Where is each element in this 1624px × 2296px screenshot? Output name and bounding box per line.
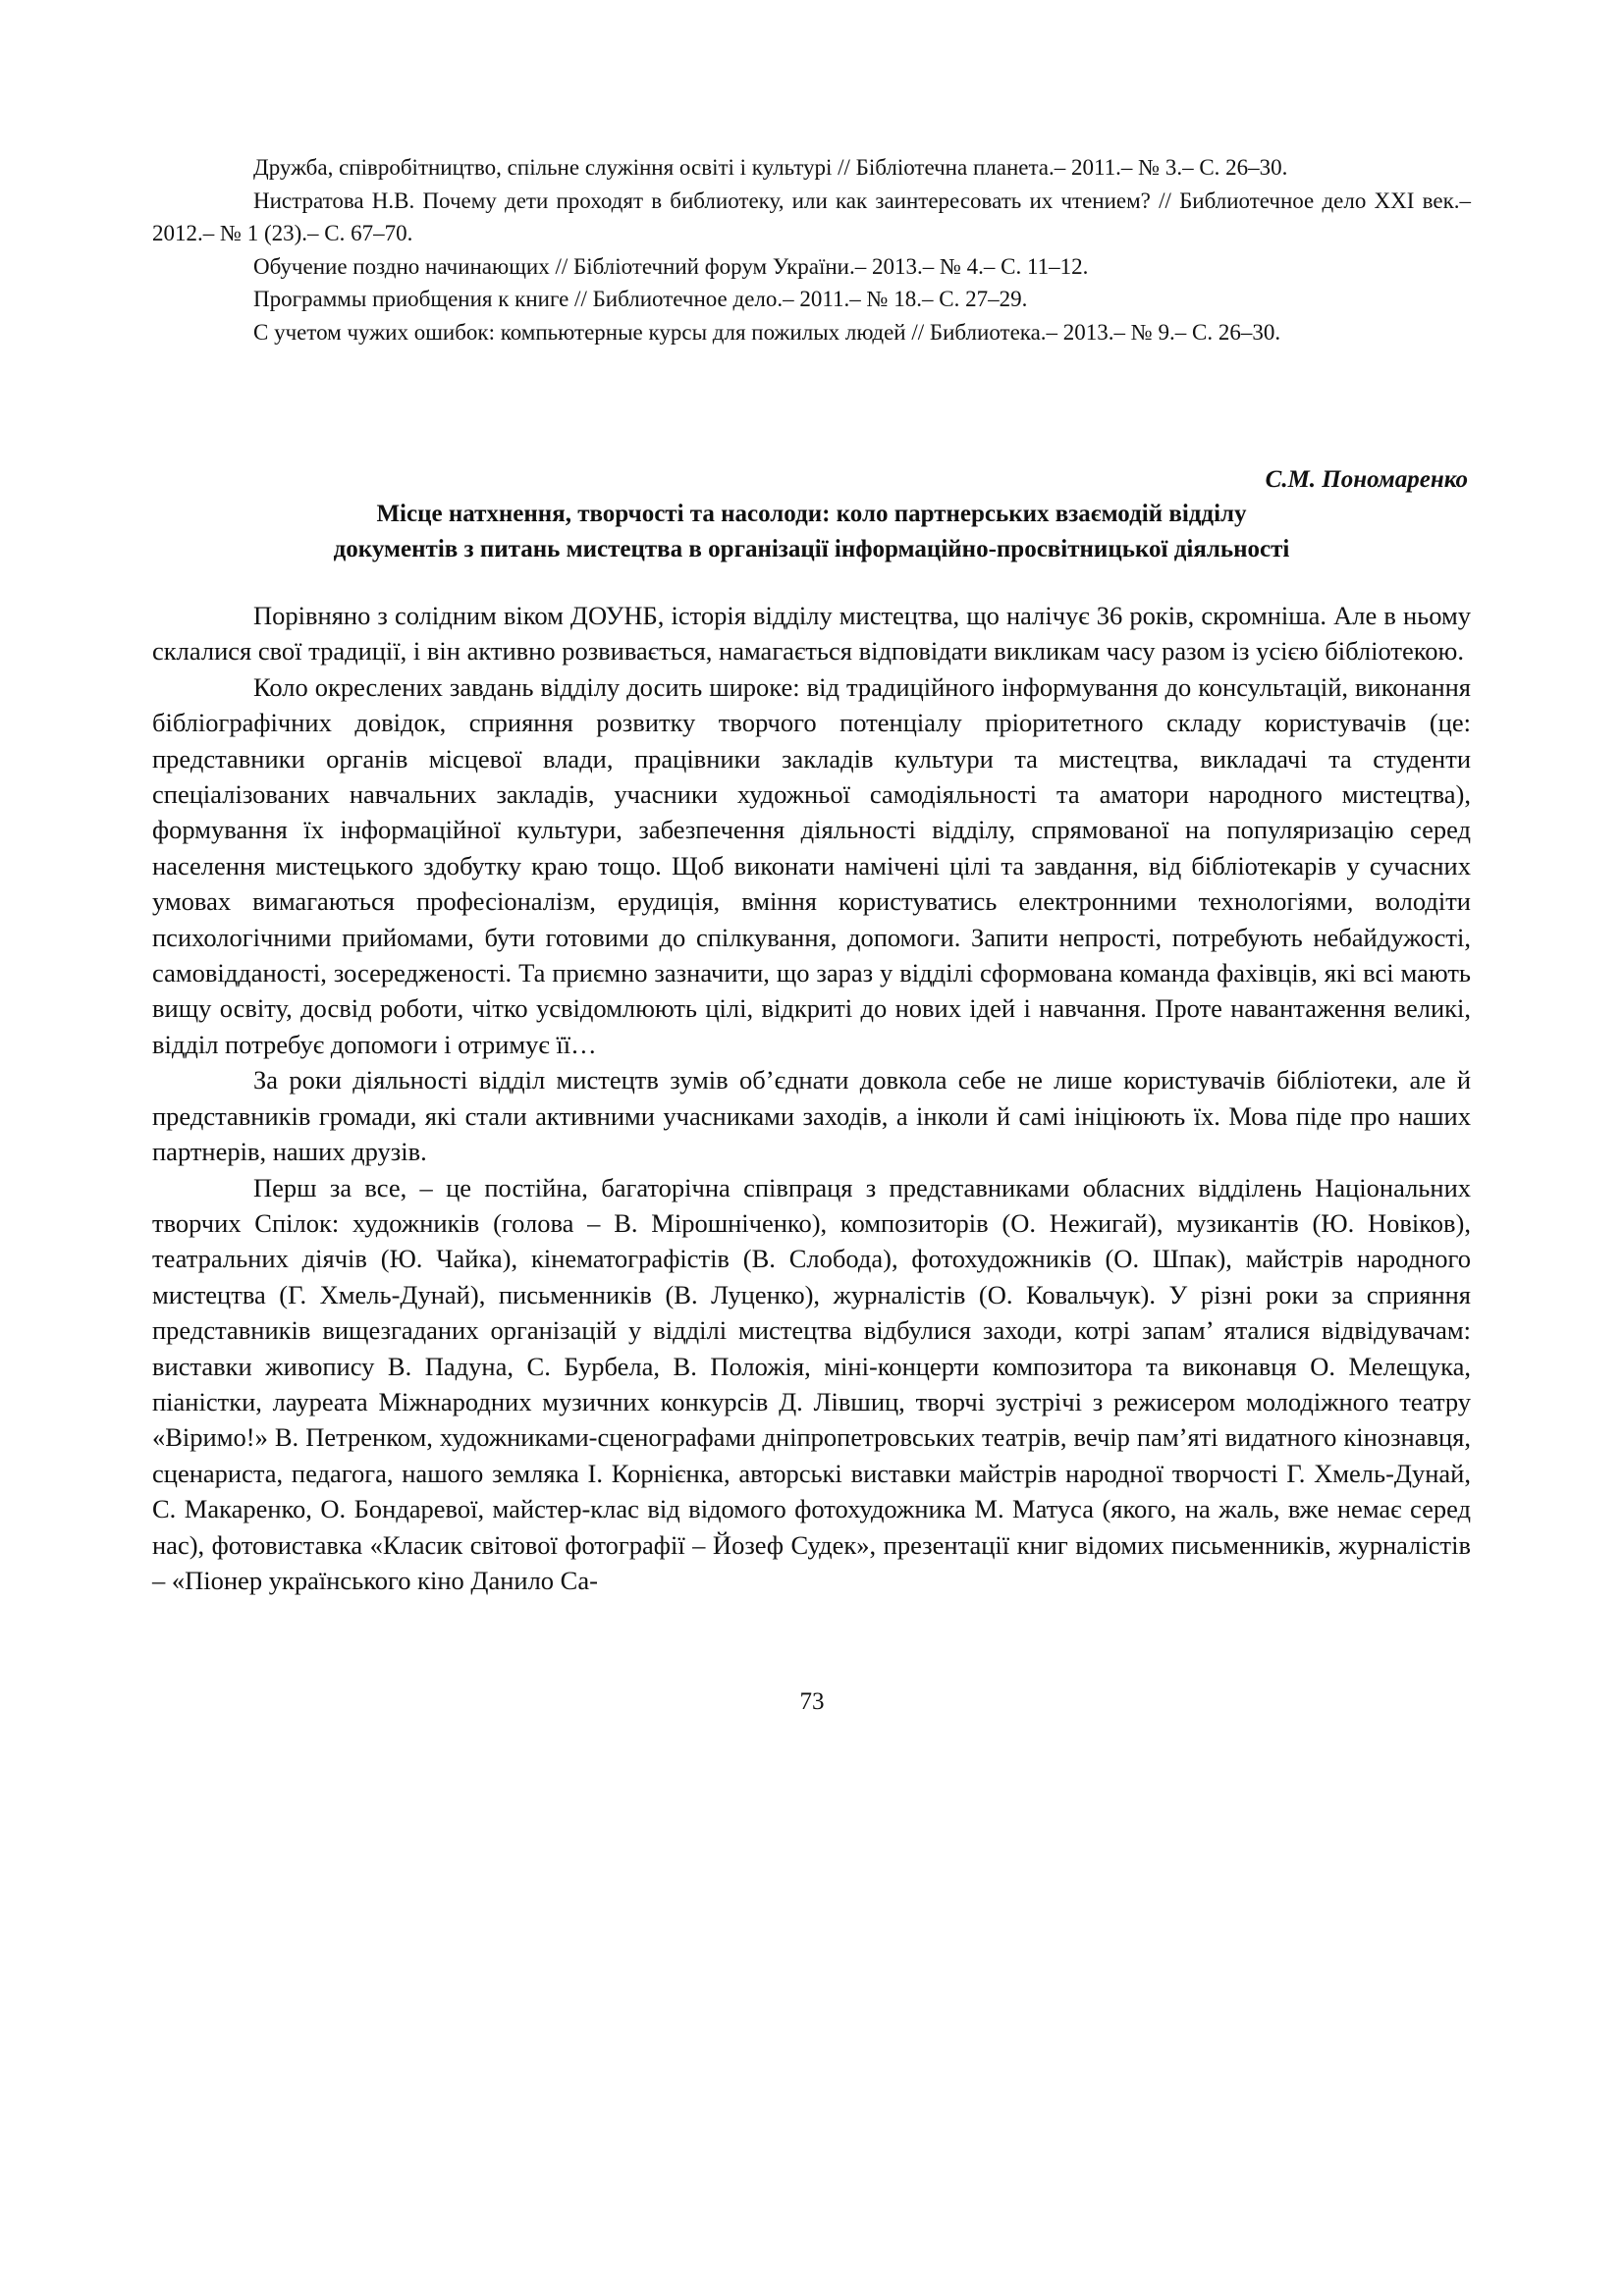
article-title (152, 497, 1471, 567)
reference-item: С учетом чужих ошибок: компьютерные курсы для пожилых людей // Библиотека.– 2013.– № 9.– С. 26–30. (253, 319, 1281, 345)
page-number: 73 (799, 1688, 825, 1715)
article-title-line: документів з питань мистецтва в організації інформаційно-просвітницької діяльності (333, 536, 1290, 562)
body-paragraph: Порівняно з солідним віком ДОУНБ, історія відділу мистецтва, що налічує 36 років, скромніша. Але в ньому склалися свої традиції, і він активно розвивається, намагається відповідати викликам часу разом із усією бібліотекою. (152, 601, 1471, 667)
reference-item: Дружба, співробітництво, спільне служіння освіті і культурі // Бібліотечна планета.– 2011.– № 3.– С. 26–30. (253, 155, 1288, 180)
article-body (152, 598, 1471, 1598)
reference-list (152, 151, 1471, 348)
body-paragraph: За роки діяльності відділ мистецтв зумів об’єднати довкола себе не лише користувачів бібліотеки, але й представників громади, які стали активними учасниками заходів, а інколи й самі ініціюють їх. Мова піде про наших партнерів, наших друзів. (152, 1065, 1471, 1167)
article-title-line: Місце натхнення, творчості та насолоди: коло партнерських взаємодій відділу (376, 501, 1247, 527)
body-paragraph: Перш за все, – це постійна, багаторічна співпраця з представниками обласних відділень Національних творчих Спілок: художників (голова – В. Мірошніченко), композиторів (О. Нежигай), музикантів (Ю. Новіков), театральних діячів (Ю. Чайка), кінематографістів (В. Слобода), фотохудожників (О. Шпак), майстрів народного мистецтва (Г. Хмель-Дунай), письменників (В. Луценко), журналістів (О. Ковальчук). У різні роки за сприяння представників вищезгаданих організацій у відділі мистецтва відбулися заходи, котрі запам’ яталися відвідувачам: виставки живопису В. Падуна, С. Бурбела, В. Положія, міні-концерти композитора та виконавця О. Мелещука, піаністки, лауреата Міжнародних музичних конкурсів Д. Лівшиц, творчі зустрічі з режисером молодіжного театру «Віримо!» В. Петренком, художниками-сценографами дніпропетровських театрів, вечір пам’яті видатного кінознавця, сценариста, педагога, нашого земляка І. Корнієнка, авторські виставки майстрів народної творчості Г. Хмель-Дунай, С. Макаренко, О. Бондаревої, майстер-клас від відомого фотохудожника М. Матуса (якого, на жаль, вже немає серед нас), фотовиставка «Класик світової фотографії – Йозеф Судек», презентації книг відомих письменників, журналістів – «Піонер українського кіно Данило Са- (152, 1172, 1471, 1595)
reference-item: Нистратова Н.В. Почему дети проходят в библиотеку, или как заинтересовать их чтением? // Библиотечное дело XXI век.– 2012.– № 1 (23).– С. 67–70. (152, 187, 1471, 245)
body-paragraph: Коло окреслених завдань відділу досить широке: від традиційного інформування до консультацій, виконання бібліографічних довідок, сприяння розвитку творчого потенціалу пріоритетного складу користувачів (це: представники органів місцевої влади, працівники закладів культури та мистецтва, викладачі та студенти спеціалізованих навчальних закладів, учасники художньої самодіяльності та аматори народного мистецтва), формування їх інформаційної культури, забезпечення діяльності відділу, спрямованої на популяризацію серед населення мистецького здобутку краю тощо. Щоб виконати намічені цілі та завдання, від бібліотекарів у сучасних умовах вимагаються професіоналізм, ерудиція, вміння користуватись електронними технологіями, володіти психологічними прийомами, бути готовими до спілкування, допомоги. Запити непрості, потребують небайдужості, самовідданості, зосередженості. Та приємно зазначити, що зараз у відділі сформована команда фахівців, які всі мають вищу освіту, досвід роботи, чітко усвідомлюють цілі, відкриті до нових ідей і навчання. Проте навантаження великі, відділ потребує допомоги і отримує її… (152, 671, 1471, 1059)
reference-item: Программы приобщения к книге // Библиотечное дело.– 2011.– № 18.– С. 27–29. (253, 287, 1028, 311)
reference-item: Обучение поздно начинающих // Бібліотечний форум України.– 2013.– № 4.– С. 11–12. (253, 253, 1089, 279)
article-author: С.М. Пономаренко (1265, 466, 1468, 493)
